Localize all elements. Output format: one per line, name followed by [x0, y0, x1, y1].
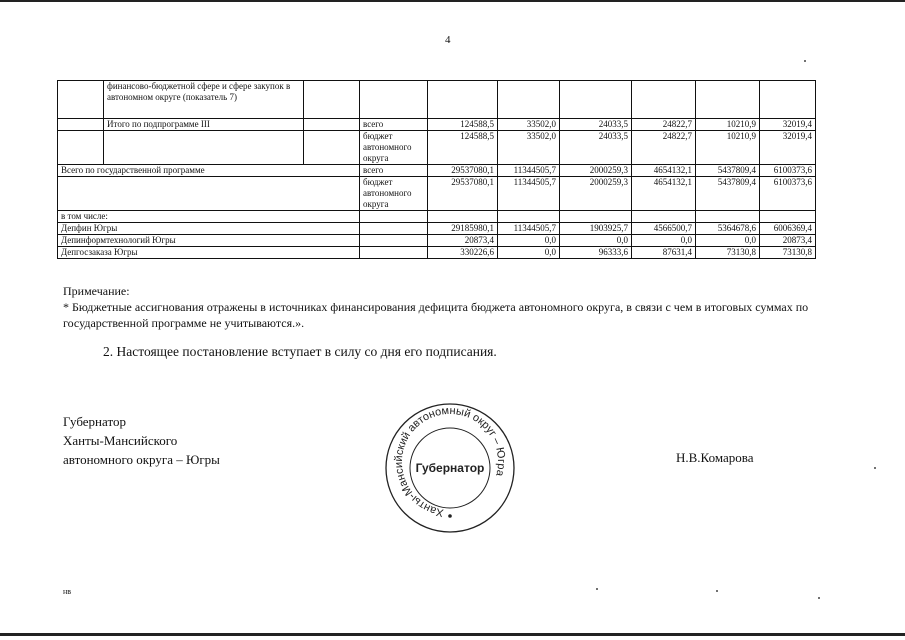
- source-cell: [360, 235, 428, 247]
- seal-ring-text: Ханты-Мансийский автономный округ – Югра: [392, 404, 508, 519]
- row-label: в том числе:: [58, 211, 360, 223]
- table-row: [58, 177, 816, 211]
- table-cell-empty: [58, 131, 104, 165]
- value-cell: 4566500,7: [632, 223, 696, 235]
- source-cell: [360, 247, 428, 259]
- value-cell: 33502,0: [498, 119, 560, 131]
- value-cell: [560, 81, 632, 119]
- signatory-title-line: автономного округа – Югры: [63, 452, 220, 467]
- value-cell: [498, 211, 560, 223]
- value-cell: 24822,7: [632, 131, 696, 165]
- table-row: [58, 165, 816, 177]
- value-cell: 11344505,7: [498, 177, 560, 211]
- value-cell: [498, 81, 560, 119]
- table-cell-empty: [304, 119, 360, 131]
- value-cell: 24033,5: [560, 119, 632, 131]
- value-cell: 20873,4: [428, 235, 498, 247]
- row-label: [58, 177, 360, 211]
- table-row: [58, 235, 816, 247]
- value-cell: 20873,4: [760, 235, 816, 247]
- value-cell: 1903925,7: [560, 223, 632, 235]
- top-border-line: [0, 0, 905, 2]
- value-cell: 330226,6: [428, 247, 498, 259]
- value-cell: 32019,4: [760, 119, 816, 131]
- value-cell: 0,0: [696, 235, 760, 247]
- source-cell: всего: [360, 165, 428, 177]
- row-label: Итого по подпрограмме III: [104, 119, 304, 131]
- value-cell: 29537080,1: [428, 165, 498, 177]
- page-number: 4: [445, 34, 451, 46]
- row-label: [104, 131, 304, 165]
- scan-speck: [818, 597, 820, 599]
- table-cell-empty: [58, 119, 104, 131]
- value-cell: 2000259,3: [560, 177, 632, 211]
- value-cell: 124588,5: [428, 131, 498, 165]
- value-cell: 33502,0: [498, 131, 560, 165]
- value-cell: 6100373,6: [760, 177, 816, 211]
- value-cell: 11344505,7: [498, 165, 560, 177]
- value-cell: [428, 81, 498, 119]
- value-cell: 24033,5: [560, 131, 632, 165]
- value-cell: [632, 81, 696, 119]
- value-cell: 0,0: [632, 235, 696, 247]
- source-cell: [360, 211, 428, 223]
- table-row: [58, 247, 816, 259]
- value-cell: 6006369,4: [760, 223, 816, 235]
- value-cell: 29537080,1: [428, 177, 498, 211]
- seal-star-mark: [448, 514, 452, 518]
- value-cell: 11344505,7: [498, 223, 560, 235]
- value-cell: [560, 211, 632, 223]
- budget-table: [57, 80, 816, 259]
- value-cell: 4654132,1: [632, 165, 696, 177]
- row-label: финансово-бюджетной сфере и сфере закупок в автономном округе (показатель 7): [104, 81, 304, 119]
- value-cell: 0,0: [498, 235, 560, 247]
- paragraph-2: 2. Настоящее постановление вступает в силу со дня его подписания.: [103, 344, 497, 359]
- seal-center-text: Губернатор: [415, 461, 485, 475]
- note-text: * Бюджетные ассигнования отражены в источниках финансирования дефицита бюджета автономного округа, в связи с чем в итоговых суммах по государственной программе не учитываются.».: [63, 300, 809, 330]
- official-seal: [382, 402, 518, 534]
- scan-speck: [716, 590, 718, 592]
- value-cell: 124588,5: [428, 119, 498, 131]
- value-cell: 2000259,3: [560, 165, 632, 177]
- value-cell: 73130,8: [696, 247, 760, 259]
- table-row: [58, 223, 816, 235]
- value-cell: 4654132,1: [632, 177, 696, 211]
- scan-speck: [804, 60, 806, 62]
- signatory-title-line: Губернатор: [63, 414, 126, 429]
- row-label: Депфин Югры: [58, 223, 360, 235]
- scan-speck: [874, 467, 876, 469]
- value-cell: 24822,7: [632, 119, 696, 131]
- value-cell: 0,0: [560, 235, 632, 247]
- row-label: Депгосзаказа Югры: [58, 247, 360, 259]
- row-label: Депинформтехнологий Югры: [58, 235, 360, 247]
- source-cell: [360, 81, 428, 119]
- scan-speck: [596, 588, 598, 590]
- executor-initials: нв: [63, 587, 72, 596]
- value-cell: 0,0: [498, 247, 560, 259]
- value-cell: [760, 211, 816, 223]
- note-heading: Примечание:: [63, 284, 130, 298]
- value-cell: [632, 211, 696, 223]
- value-cell: [696, 211, 760, 223]
- source-cell: [360, 223, 428, 235]
- source-cell: всего: [360, 119, 428, 131]
- table-cell-empty: [304, 81, 360, 119]
- value-cell: 6100373,6: [760, 165, 816, 177]
- note-block: [63, 283, 853, 331]
- value-cell: 87631,4: [632, 247, 696, 259]
- value-cell: 5364678,6: [696, 223, 760, 235]
- value-cell: 32019,4: [760, 131, 816, 165]
- row-label: Всего по государственной программе: [58, 165, 360, 177]
- value-cell: 5437809,4: [696, 165, 760, 177]
- bottom-border-line: [0, 633, 905, 636]
- table-row: [58, 119, 816, 131]
- value-cell: 10210,9: [696, 119, 760, 131]
- value-cell: [428, 211, 498, 223]
- source-cell: бюджет автономного округа: [360, 131, 428, 165]
- signer-name: Н.В.Комарова: [676, 450, 754, 465]
- table-row: [58, 131, 816, 165]
- table-row: [58, 211, 816, 223]
- value-cell: [696, 81, 760, 119]
- value-cell: 10210,9: [696, 131, 760, 165]
- table-cell-empty: [304, 131, 360, 165]
- value-cell: 5437809,4: [696, 177, 760, 211]
- value-cell: 96333,6: [560, 247, 632, 259]
- signatory-title-line: Ханты-Мансийского: [63, 433, 178, 448]
- table-cell-empty: [58, 81, 104, 119]
- signatory-title: [63, 412, 220, 469]
- value-cell: 73130,8: [760, 247, 816, 259]
- source-cell: бюджет автономного округа: [360, 177, 428, 211]
- value-cell: [760, 81, 816, 119]
- value-cell: 29185980,1: [428, 223, 498, 235]
- table-row: [58, 81, 816, 119]
